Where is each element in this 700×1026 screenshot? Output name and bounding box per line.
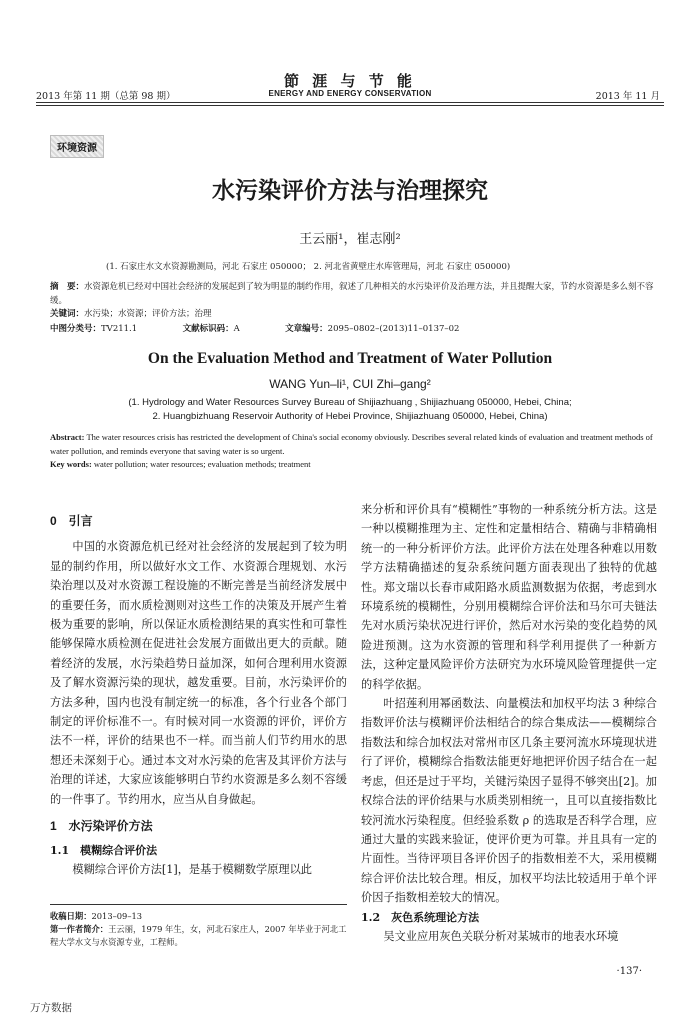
affiliation-en (0, 396, 700, 424)
received-date: 2013–09–13 (91, 911, 143, 921)
doc-label: 文献标识码： (182, 324, 234, 334)
keywords-en-text: water pollution; water resources; evaluation methods; treatment (93, 459, 311, 469)
section-1-1-heading: 1.1 模糊综合评价法 (50, 843, 158, 857)
header-rule-thin (36, 105, 664, 106)
authors-en: WANG Yun–li¹, CUI Zhi–gang² (269, 377, 431, 391)
issue-info: 2013 年第 11 期（总第 98 期） (36, 91, 176, 102)
art-value: 2095–0802–(2013)11–0137–02 (327, 324, 460, 334)
art-label: 文章编号： (285, 324, 328, 334)
issue-date: 2013 年 11 月 (595, 91, 660, 102)
journal-name-en: ENERGY AND ENERGY CONSERVATION (268, 89, 432, 98)
classification-line (50, 322, 656, 336)
received-label: 收稿日期： (50, 911, 92, 921)
cls-value: TV211.1 (101, 324, 138, 334)
keywords-cn (50, 307, 656, 321)
cls-label: 中图分类号： (50, 324, 102, 334)
section-0-heading: 0 引言 (50, 514, 93, 528)
keywords-en (50, 459, 654, 469)
authors-cn: 王云丽¹，崔志刚² (299, 232, 401, 247)
affiliation-cn: (1. 石家庄水文水资源勘测局，河北 石家庄 050000； 2. 河北省黄壁庄水库管理局，河北 石家庄 050000) (106, 262, 511, 272)
affiliation-en-1: (1. Hydrology and Water Resources Survey Bureau of Shijiazhuang , Shijiazhuang 050000, Hebei, China; (128, 397, 572, 408)
page-number: ·137· (616, 966, 642, 977)
journal-name-cn: 節 涯 与 节 能 (284, 72, 416, 90)
section-tag: 环境资源 (50, 135, 104, 158)
keywords-en-label: Key words: (50, 459, 92, 469)
keywords-cn-label: 关键词： (50, 309, 85, 319)
abstract-cn-text: 水资源危机已经对中国社会经济的发展起到了较为明显的制约作用，叙述了几种相关的水污染评价及治理方法，并且提醒大家，节约水资源是多么刻不容缓。 (50, 282, 654, 306)
doc-value: A (233, 324, 240, 334)
abstract-en-text: The water resources crisis has restricted the development of China's social economy obviously. Describes several related kinds of evaluation and treatment methods of water pollution, and reminds everyone that saving water is so urgent. (50, 432, 653, 456)
section-1-2-heading: 1.2 灰色系统理论方法 (361, 910, 480, 924)
section-1-2-paragraph: 吴文业应用灰色关联分析对某城市的地表水环境 (383, 929, 619, 943)
header-rule (36, 102, 664, 103)
right-paragraph-1: 来分析和评价具有“模糊性”事物的一种系统分析方法。这是一种以模糊推理为主、定性和定量相结合、精确与非精确相统一的一种分析评价方法。此评价方法在处理各种难以用数学方法精确描述的复杂系统问题方面表现出了独特的优越性。郑文瑞以长春市咸阳路水质监测数据为依据，考虑到水环境系统的模糊性，分别用模糊综合评价法和马尔可夫链法先对水质污染状况进行评价，然后对水污染的变化趋势的风险进预测。这为水资源的管理和科学利用提供了一种新方法，这种定量风险评价方法研究为水环境风险管理提供一定的科学依据。 (361, 503, 657, 691)
title-en: On the Evaluation Method and Treatment of Water Pollution (147, 350, 553, 367)
affiliation-en-2: 2. Huangbizhuang Reservoir Authority of Hebei Province, Shijiazhuang 050000, Hebei, China) (152, 411, 548, 422)
abstract-en (50, 430, 654, 458)
bio-label: 第一作者简介： (50, 924, 109, 934)
footnote (50, 910, 347, 949)
title-cn: 水污染评价方法与治理探究 (212, 177, 488, 204)
section-0-paragraph: 中国的水资源危机已经对社会经济的发展起到了较为明显的制约作用，所以做好水文工作、水资源合理规划、水污染治理以及对水资源工程设施的不断完善是当前经济发展中的重要任务，而水质检测则对这些工作的决策及开展产生着极为重要的影响，所以保证水质检测结果的真实性和可靠性能够保障水质检测在促进社会发展方面做出更大的贡献。随着经济的发展，水污染趋势日益加深，如何合理利用水资源及了解水资源污染的现状，越发重要。目前，水污染评价的方法多种，国内也没有制定统一的标准，各个行业各个部门制定的评价标准不一。有时候对同一水资源的评价，评价方法不一样，评价的结果也不一样。而当前人们节约用水的思想还未深刻于心。通过本文对水污染的危害及其评价方法与治理的详述，大家应该能够明白节约水资源是多么刻不容缓的一件事了。节约用水，应当从自身做起。 (50, 540, 347, 806)
right-paragraph-2: 叶招莲利用幂函数法、向量模法和加权平均法 3 种综合指数评价法与模糊评价法相结合的综合集成法——模糊综合指数法和综合加权法对常州市区几条主要河流水环境现状进行了评价，模糊综合指数法能更好地把评价因子结合在一起考虑，但还是过于平均，关键污染因子显得不够突出[2]。加权综合法的评价结果与水质类别相统一，且可以直接指数比较河流水污染程度。但经验系数 ρ 的选取是否科学合理，应通过大量的实践来验证，使评价更为可靠。并且具有一定的片面性。当待评项目各评价因子的指数相差不大，采用模糊综合评价法比较合理。相反，加权平均法比较适用于单个评价因子指数相差较大的情况。 (361, 697, 657, 905)
right-column (361, 500, 657, 946)
watermark: 万方数据 (30, 1002, 72, 1014)
author-bio: 王云丽，1979 年生，女，河北石家庄人，2007 年毕业于河北工程大学水文与水资源专业，工程师。 (50, 924, 347, 947)
section-1-1-paragraph: 模糊综合评价方法[1]，是基于模糊数学原理以此 (72, 862, 312, 876)
left-column (50, 512, 347, 879)
footnote-rule (50, 904, 347, 905)
keywords-cn-text: 水污染；水资源；评价方法；治理 (84, 309, 212, 319)
section-1-heading: 1 水污染评价方法 (50, 819, 153, 834)
abstract-cn (50, 280, 656, 308)
abstract-en-label: Abstract: (50, 432, 85, 442)
abstract-cn-label: 摘 要： (50, 282, 85, 292)
